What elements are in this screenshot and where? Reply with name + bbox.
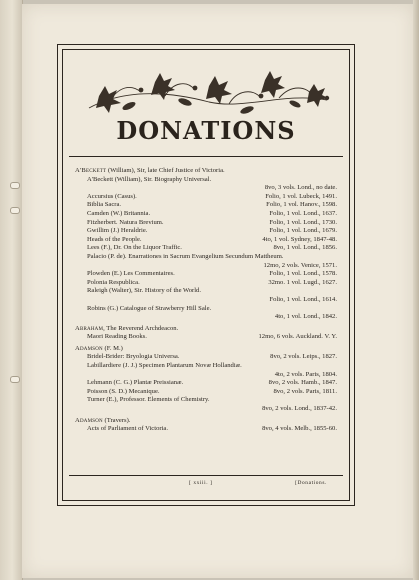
footer-rule	[69, 475, 343, 476]
list-item: Polonia Respublica. 32mo. 1 vol. Lugd., 1627.	[87, 278, 337, 286]
page-inner-border	[62, 49, 350, 501]
list-item: Raleigh (Walter), Sir. History of the World.	[87, 287, 202, 295]
list-item: Accursius (Casus). Folio, 1 vol. Lubeck, 1491.	[87, 192, 337, 200]
binding-hole	[10, 376, 20, 383]
list-item-detail: 4to, 1 vol. Lond., 1842.	[274, 313, 337, 321]
donor-heading: Abraham, The Reverend Archdeacon.	[75, 324, 179, 332]
list-item: Bridel-Brider: Bryologia Universa. 8vo, 2 vols. Leips., 1827.	[87, 353, 337, 361]
list-item: Labillardiere (J. J.) Specimen Plantarum Novæ Hollandiæ.	[87, 362, 242, 370]
page-edge	[413, 0, 419, 580]
previous-page-edge	[0, 0, 23, 580]
list-item: Lehmann (C. G.) Plantæ Preissianæ. 8vo, 2 vols. Hamb., 1847.	[87, 379, 337, 387]
list-item: A'Beckett (William), Sir. Biography Universal.	[87, 175, 212, 183]
list-item: Fitzherbert. Natura Brevium. Folio, 1 vol. Lond., 1730.	[87, 218, 337, 226]
donation-list	[75, 164, 337, 434]
list-item: Palacio (P. de). Enarrationes in Sacrum Evangelium Secundum Mattheum.	[87, 252, 284, 260]
donor-heading: A'Beckett (William), Sir, late Chief Justice of Victoria.	[75, 167, 225, 174]
list-item: Lees (F.), Dr. On the Liquor Traffic. 8vo, 1 vol. Lond., 1856.	[87, 244, 337, 252]
list-item: Camden (W.) Britannia. Folio, 1 vol. Lond., 1637.	[87, 209, 337, 217]
section-title: DONATIONS	[116, 116, 296, 145]
page-number: [ xxiii. ]	[189, 480, 213, 486]
list-item-detail: Folio, 1 vol. Lond., 1614.	[269, 295, 337, 303]
list-item: Poisson (S. D.) Mecanique. 8vo, 2 vols. Paris, 1811.	[87, 387, 337, 395]
donor-heading: Adamson (Travers).	[75, 416, 131, 424]
list-item-detail: 12mo, 2 vols. Venice, 1571.	[263, 261, 337, 269]
list-item: Plowden (E.) Les Commentaires. Folio, 1 vol. Lond., 1578.	[87, 270, 337, 278]
list-item-detail: 8vo, 3 vols. Lond., no date.	[264, 184, 337, 192]
list-item: Maori Reading Books. 12mo, 6 vols. Auckland. V. Y.	[87, 333, 337, 341]
list-item: Biblia Sacra. Folio, 1 vol. Hanov., 1598.	[87, 201, 337, 209]
list-item: Turner (E.), Professor. Elements of Chemistry.	[87, 396, 210, 404]
list-item: Acts of Parliament of Victoria. 8vo, 4 vols. Melb., 1855-60.	[87, 425, 337, 433]
binding-hole	[10, 207, 20, 214]
list-item: Gwillim (J.) Heraldrie. Folio, 1 vol. Lond., 1679.	[87, 227, 337, 235]
binding-hole	[10, 182, 20, 189]
list-item: Robins (G.) Catalogue of Strawberry Hill Sale.	[87, 304, 212, 312]
list-item-detail: 8vo, 2 vols. Lond., 1837-42.	[262, 405, 337, 413]
donor-heading: Adamson (F. M.)	[75, 344, 123, 352]
list-item-detail: 4to, 2 vols. Paris, 1804.	[274, 370, 337, 378]
page-border	[57, 44, 355, 506]
list-item: Heads of the People. 4to, 1 vol. Sydney, 1847-48.	[87, 235, 337, 243]
section-label: [Donations.	[295, 480, 327, 486]
title-banner	[69, 56, 343, 157]
page-footer	[75, 480, 337, 490]
